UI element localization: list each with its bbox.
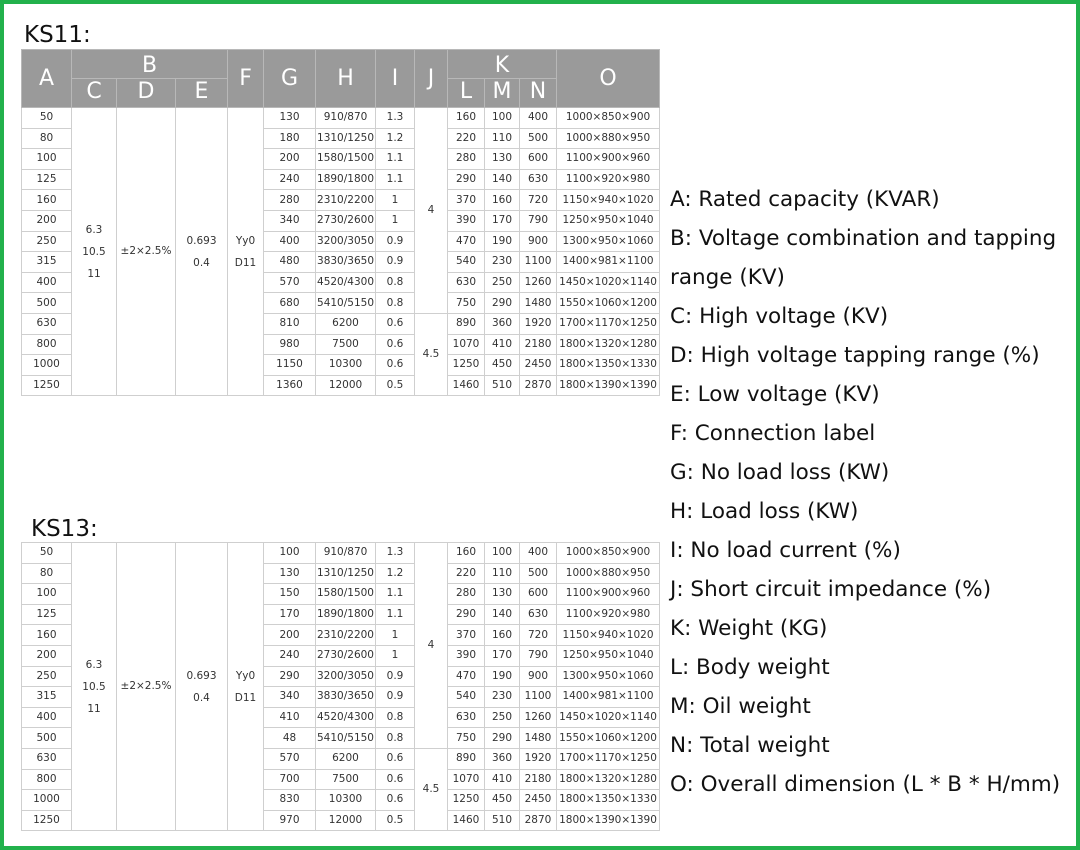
cell-h: 2730/2600 [316, 210, 376, 231]
cell-g: 340 [264, 687, 316, 708]
cell-o: 1000×850×900 [557, 543, 660, 564]
cell-m: 360 [485, 748, 520, 769]
cell-n: 720 [520, 625, 557, 646]
cell-i: 0.6 [376, 748, 415, 769]
cell-o: 1100×900×960 [557, 584, 660, 605]
cell-l: 470 [448, 666, 485, 687]
cell-o: 1100×920×980 [557, 604, 660, 625]
cell-n: 500 [520, 128, 557, 149]
cell-h: 12000 [316, 810, 376, 831]
cell-n: 2870 [520, 375, 557, 396]
cell-o: 1400×981×1100 [557, 252, 660, 273]
legend-g: G: No load loss (KW) [670, 460, 890, 485]
cell-a: 80 [22, 563, 72, 584]
cell-i: 0.6 [376, 355, 415, 376]
cell-m: 190 [485, 666, 520, 687]
cell-o: 1550×1060×1200 [557, 293, 660, 314]
cell-n: 1480 [520, 728, 557, 749]
cell-n: 2180 [520, 334, 557, 355]
cell-c-merged-line: 11 [87, 267, 101, 280]
cell-m: 110 [485, 128, 520, 149]
cell-n: 600 [520, 149, 557, 170]
cell-m: 290 [485, 728, 520, 749]
cell-a: 125 [22, 169, 72, 190]
cell-c-merged [72, 108, 117, 396]
ks11-title: KS11: [24, 22, 91, 48]
cell-m: 510 [485, 375, 520, 396]
cell-a: 630 [22, 313, 72, 334]
cell-o: 1100×900×960 [557, 149, 660, 170]
cell-m: 230 [485, 687, 520, 708]
table-row [22, 543, 660, 564]
cell-g: 180 [264, 128, 316, 149]
cell-m: 410 [485, 334, 520, 355]
cell-g: 130 [264, 108, 316, 129]
cell-m: 250 [485, 707, 520, 728]
cell-o: 1000×880×950 [557, 128, 660, 149]
cell-i: 1.1 [376, 149, 415, 170]
cell-c-merged-line: 11 [87, 702, 101, 715]
cell-o: 1800×1390×1390 [557, 375, 660, 396]
cell-h: 3200/3050 [316, 231, 376, 252]
cell-h: 7500 [316, 334, 376, 355]
cell-a: 800 [22, 334, 72, 355]
ks13-body [22, 543, 660, 831]
cell-h: 1580/1500 [316, 584, 376, 605]
cell-a: 630 [22, 748, 72, 769]
cell-m: 450 [485, 355, 520, 376]
cell-m: 140 [485, 604, 520, 625]
legend-n: N: Total weight [670, 733, 830, 758]
cell-n: 790 [520, 210, 557, 231]
cell-i: 1.3 [376, 108, 415, 129]
cell-e-merged-line: 0.4 [193, 256, 210, 269]
cell-a: 50 [22, 108, 72, 129]
cell-l: 1250 [448, 355, 485, 376]
legend-j: J: Short circuit impedance (%) [670, 577, 992, 602]
cell-l: 390 [448, 645, 485, 666]
cell-h: 5410/5150 [316, 728, 376, 749]
cell-l: 290 [448, 169, 485, 190]
cell-i: 1.1 [376, 604, 415, 625]
cell-m: 100 [485, 543, 520, 564]
cell-i: 0.9 [376, 687, 415, 708]
cell-c-merged-line: 6.3 [85, 658, 103, 671]
cell-i: 0.8 [376, 272, 415, 293]
cell-m: 250 [485, 272, 520, 293]
cell-h: 2310/2200 [316, 190, 376, 211]
cell-g: 280 [264, 190, 316, 211]
ks13-title: KS13: [31, 516, 98, 542]
header-n: N [520, 79, 557, 108]
cell-l: 1070 [448, 334, 485, 355]
cell-l: 1460 [448, 375, 485, 396]
cell-i: 0.9 [376, 666, 415, 687]
cell-m: 290 [485, 293, 520, 314]
table-row [22, 108, 660, 129]
cell-o: 1150×940×1020 [557, 190, 660, 211]
cell-g: 100 [264, 543, 316, 564]
cell-f-merged [228, 543, 264, 831]
cell-h: 3830/3650 [316, 252, 376, 273]
cell-a: 250 [22, 666, 72, 687]
cell-m: 510 [485, 810, 520, 831]
cell-a: 160 [22, 625, 72, 646]
cell-l: 890 [448, 748, 485, 769]
cell-o: 1100×920×980 [557, 169, 660, 190]
cell-i: 0.9 [376, 252, 415, 273]
cell-n: 2450 [520, 355, 557, 376]
cell-n: 2870 [520, 810, 557, 831]
cell-o: 1150×940×1020 [557, 625, 660, 646]
cell-g: 290 [264, 666, 316, 687]
legend [670, 180, 1070, 804]
cell-h: 10300 [316, 355, 376, 376]
cell-h: 910/870 [316, 108, 376, 129]
cell-g: 480 [264, 252, 316, 273]
cell-o: 1250×950×1040 [557, 210, 660, 231]
cell-n: 600 [520, 584, 557, 605]
cell-h: 2730/2600 [316, 645, 376, 666]
legend-a: A: Rated capacity (KVAR) [670, 187, 940, 212]
cell-i: 1.3 [376, 543, 415, 564]
cell-l: 390 [448, 210, 485, 231]
legend-l: L: Body weight [670, 655, 830, 680]
cell-a: 1250 [22, 810, 72, 831]
cell-h: 1890/1800 [316, 169, 376, 190]
header-k: K [448, 50, 557, 79]
cell-c-merged [72, 543, 117, 831]
cell-a: 100 [22, 149, 72, 170]
cell-m: 450 [485, 790, 520, 811]
cell-i: 0.5 [376, 810, 415, 831]
header-b: B [72, 50, 228, 79]
cell-n: 400 [520, 108, 557, 129]
legend-h: H: Load loss (KW) [670, 499, 859, 524]
ks11-table [21, 49, 660, 396]
cell-g: 680 [264, 293, 316, 314]
cell-g: 200 [264, 625, 316, 646]
cell-n: 1100 [520, 252, 557, 273]
cell-o: 1000×880×950 [557, 563, 660, 584]
cell-o: 1800×1390×1390 [557, 810, 660, 831]
cell-h: 5410/5150 [316, 293, 376, 314]
cell-l: 540 [448, 687, 485, 708]
cell-g: 240 [264, 169, 316, 190]
cell-a: 500 [22, 293, 72, 314]
cell-m: 110 [485, 563, 520, 584]
cell-i: 1 [376, 210, 415, 231]
header-l: L [448, 79, 485, 108]
cell-g: 400 [264, 231, 316, 252]
cell-m: 410 [485, 769, 520, 790]
cell-l: 1070 [448, 769, 485, 790]
cell-i: 1.1 [376, 169, 415, 190]
cell-j-merged: 4.5 [415, 313, 448, 395]
cell-l: 370 [448, 190, 485, 211]
ks13-table [21, 542, 660, 831]
cell-d-merged: ±2×2.5% [117, 543, 176, 831]
legend-m: M: Oil weight [670, 694, 811, 719]
cell-a: 200 [22, 645, 72, 666]
cell-m: 130 [485, 149, 520, 170]
cell-l: 470 [448, 231, 485, 252]
cell-i: 0.6 [376, 769, 415, 790]
cell-a: 80 [22, 128, 72, 149]
cell-m: 170 [485, 645, 520, 666]
cell-o: 1700×1170×1250 [557, 313, 660, 334]
cell-h: 7500 [316, 769, 376, 790]
cell-n: 1260 [520, 707, 557, 728]
header-h: H [316, 50, 376, 108]
cell-g: 570 [264, 748, 316, 769]
cell-i: 1.2 [376, 563, 415, 584]
cell-i: 1 [376, 645, 415, 666]
cell-a: 400 [22, 272, 72, 293]
cell-n: 1100 [520, 687, 557, 708]
cell-n: 1480 [520, 293, 557, 314]
cell-n: 1920 [520, 748, 557, 769]
cell-g: 150 [264, 584, 316, 605]
cell-l: 220 [448, 128, 485, 149]
cell-i: 0.8 [376, 707, 415, 728]
cell-n: 1920 [520, 313, 557, 334]
cell-m: 170 [485, 210, 520, 231]
cell-n: 400 [520, 543, 557, 564]
cell-o: 1700×1170×1250 [557, 748, 660, 769]
cell-l: 370 [448, 625, 485, 646]
cell-l: 630 [448, 707, 485, 728]
cell-j-merged: 4.5 [415, 748, 448, 830]
cell-o: 1000×850×900 [557, 108, 660, 129]
cell-o: 1450×1020×1140 [557, 707, 660, 728]
cell-n: 1260 [520, 272, 557, 293]
cell-l: 220 [448, 563, 485, 584]
cell-g: 570 [264, 272, 316, 293]
cell-i: 0.8 [376, 293, 415, 314]
cell-g: 980 [264, 334, 316, 355]
cell-o: 1800×1350×1330 [557, 355, 660, 376]
cell-i: 1 [376, 625, 415, 646]
cell-a: 1000 [22, 355, 72, 376]
cell-l: 540 [448, 252, 485, 273]
cell-l: 1460 [448, 810, 485, 831]
cell-l: 630 [448, 272, 485, 293]
cell-i: 0.8 [376, 728, 415, 749]
cell-j-merged: 4 [415, 543, 448, 749]
cell-g: 240 [264, 645, 316, 666]
cell-o: 1300×950×1060 [557, 231, 660, 252]
cell-o: 1450×1020×1140 [557, 272, 660, 293]
legend-d: D: High voltage tapping range (%) [670, 343, 1040, 368]
cell-l: 1250 [448, 790, 485, 811]
legend-b: B: Voltage combination and tapping [670, 226, 1057, 251]
cell-l: 290 [448, 604, 485, 625]
cell-f-merged [228, 108, 264, 396]
cell-l: 280 [448, 584, 485, 605]
cell-h: 6200 [316, 748, 376, 769]
cell-i: 1.2 [376, 128, 415, 149]
cell-e-merged-line: 0.693 [186, 234, 217, 247]
cell-n: 630 [520, 169, 557, 190]
header-i: I [376, 50, 415, 108]
header-j: J [415, 50, 448, 108]
cell-m: 130 [485, 584, 520, 605]
cell-f-merged-line: Yy0 [235, 669, 256, 682]
cell-g: 410 [264, 707, 316, 728]
cell-o: 1800×1320×1280 [557, 334, 660, 355]
cell-i: 0.5 [376, 375, 415, 396]
header-c: C [72, 79, 117, 108]
cell-d-merged: ±2×2.5% [117, 108, 176, 396]
cell-m: 230 [485, 252, 520, 273]
ks11-body [22, 108, 660, 396]
cell-h: 3830/3650 [316, 687, 376, 708]
cell-e-merged [176, 543, 228, 831]
header-g: G [264, 50, 316, 108]
cell-l: 750 [448, 293, 485, 314]
cell-a: 250 [22, 231, 72, 252]
cell-m: 140 [485, 169, 520, 190]
cell-m: 160 [485, 625, 520, 646]
header-o: O [557, 50, 660, 108]
cell-i: 1 [376, 190, 415, 211]
cell-o: 1400×981×1100 [557, 687, 660, 708]
cell-l: 890 [448, 313, 485, 334]
cell-g: 830 [264, 790, 316, 811]
cell-o: 1800×1320×1280 [557, 769, 660, 790]
cell-c-merged-line: 10.5 [82, 245, 106, 258]
cell-a: 315 [22, 252, 72, 273]
cell-l: 160 [448, 543, 485, 564]
cell-n: 2450 [520, 790, 557, 811]
cell-g: 1150 [264, 355, 316, 376]
cell-e-merged-line: 0.4 [193, 691, 210, 704]
cell-h: 3200/3050 [316, 666, 376, 687]
cell-h: 1580/1500 [316, 149, 376, 170]
legend-b-cont: range (KV) [670, 265, 785, 290]
cell-n: 790 [520, 645, 557, 666]
cell-a: 315 [22, 687, 72, 708]
cell-a: 100 [22, 584, 72, 605]
cell-i: 0.6 [376, 313, 415, 334]
cell-g: 970 [264, 810, 316, 831]
cell-a: 400 [22, 707, 72, 728]
cell-n: 900 [520, 231, 557, 252]
cell-h: 10300 [316, 790, 376, 811]
cell-l: 160 [448, 108, 485, 129]
cell-g: 700 [264, 769, 316, 790]
cell-a: 1250 [22, 375, 72, 396]
legend-f: F: Connection label [670, 421, 876, 446]
cell-a: 200 [22, 210, 72, 231]
cell-m: 100 [485, 108, 520, 129]
cell-o: 1250×950×1040 [557, 645, 660, 666]
legend-c: C: High voltage (KV) [670, 304, 889, 329]
cell-i: 0.9 [376, 231, 415, 252]
cell-m: 360 [485, 313, 520, 334]
header-a: A [22, 50, 72, 108]
legend-e: E: Low voltage (KV) [670, 382, 880, 407]
cell-g: 48 [264, 728, 316, 749]
header-f: F [228, 50, 264, 108]
cell-n: 500 [520, 563, 557, 584]
cell-g: 1360 [264, 375, 316, 396]
cell-h: 1310/1250 [316, 128, 376, 149]
cell-c-merged-line: 10.5 [82, 680, 106, 693]
cell-i: 0.6 [376, 334, 415, 355]
cell-h: 4520/4300 [316, 272, 376, 293]
cell-a: 160 [22, 190, 72, 211]
cell-l: 750 [448, 728, 485, 749]
legend-o: O: Overall dimension (L * B * H/mm) [670, 772, 1061, 797]
cell-n: 900 [520, 666, 557, 687]
cell-f-merged-line: D11 [234, 256, 257, 269]
cell-j-merged: 4 [415, 108, 448, 314]
cell-n: 720 [520, 190, 557, 211]
cell-i: 0.6 [376, 790, 415, 811]
cell-a: 1000 [22, 790, 72, 811]
legend-k: K: Weight (KG) [670, 616, 828, 641]
legend-i: I: No load current (%) [670, 538, 901, 563]
cell-g: 810 [264, 313, 316, 334]
cell-c-merged-line: 6.3 [85, 223, 103, 236]
cell-h: 12000 [316, 375, 376, 396]
cell-o: 1550×1060×1200 [557, 728, 660, 749]
cell-g: 340 [264, 210, 316, 231]
cell-l: 280 [448, 149, 485, 170]
cell-m: 190 [485, 231, 520, 252]
cell-e-merged [176, 108, 228, 396]
cell-g: 200 [264, 149, 316, 170]
cell-m: 160 [485, 190, 520, 211]
cell-g: 170 [264, 604, 316, 625]
cell-g: 130 [264, 563, 316, 584]
cell-o: 1300×950×1060 [557, 666, 660, 687]
cell-a: 125 [22, 604, 72, 625]
header-e: E [176, 79, 228, 108]
cell-a: 500 [22, 728, 72, 749]
cell-i: 1.1 [376, 584, 415, 605]
cell-n: 630 [520, 604, 557, 625]
cell-h: 2310/2200 [316, 625, 376, 646]
cell-f-merged-line: D11 [234, 691, 257, 704]
cell-n: 2180 [520, 769, 557, 790]
cell-h: 4520/4300 [316, 707, 376, 728]
cell-a: 50 [22, 543, 72, 564]
cell-a: 800 [22, 769, 72, 790]
cell-e-merged-line: 0.693 [186, 669, 217, 682]
cell-h: 1890/1800 [316, 604, 376, 625]
cell-h: 910/870 [316, 543, 376, 564]
cell-f-merged-line: Yy0 [235, 234, 256, 247]
header-d: D [117, 79, 176, 108]
header-m: M [485, 79, 520, 108]
cell-o: 1800×1350×1330 [557, 790, 660, 811]
cell-h: 1310/1250 [316, 563, 376, 584]
cell-h: 6200 [316, 313, 376, 334]
